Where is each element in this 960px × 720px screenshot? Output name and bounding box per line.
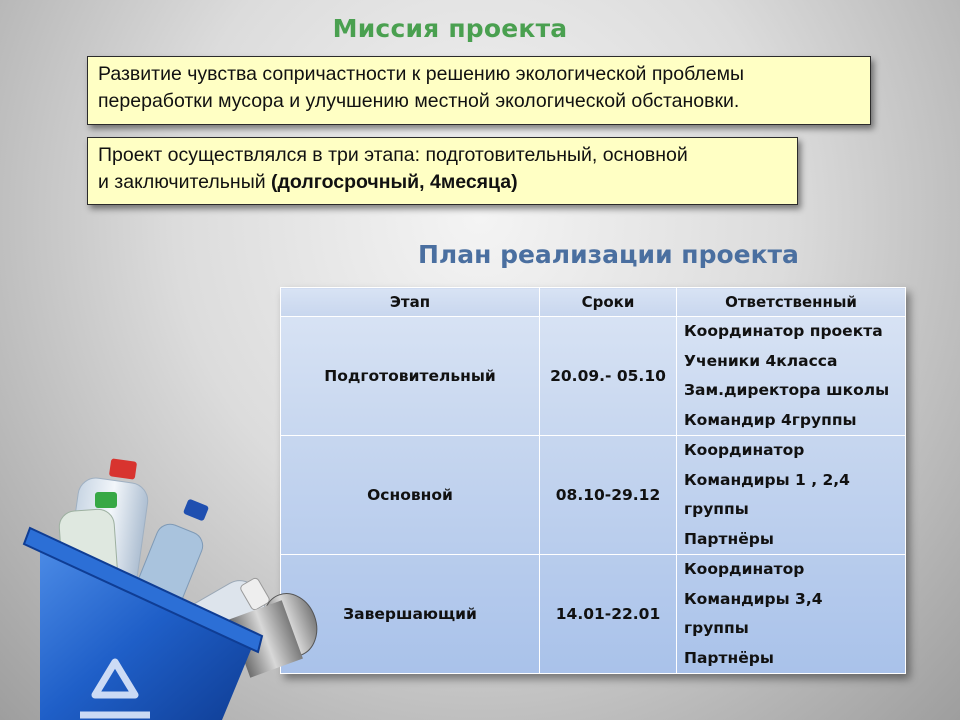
stage-cell: Завершающий bbox=[281, 555, 540, 674]
responsible-item: Партнёры bbox=[684, 529, 774, 548]
responsible-item: Командир 4группы bbox=[684, 410, 857, 429]
mission-line-1: Развитие чувства сопричастности к решению экологической проблемы bbox=[98, 63, 745, 85]
table-header-row bbox=[281, 288, 906, 317]
dates-cell: 14.01-22.01 bbox=[540, 555, 677, 674]
responsible-item: группы bbox=[684, 619, 749, 637]
stages-line-2-text: и заключительный bbox=[98, 171, 272, 193]
stages-box bbox=[87, 137, 798, 205]
header-responsible: Ответственный bbox=[677, 288, 906, 317]
stage-cell: Основной bbox=[281, 436, 540, 555]
responsible-item: Партнёры bbox=[684, 648, 774, 667]
header-stage: Этап bbox=[281, 288, 540, 317]
responsible-item: Координатор проекта bbox=[684, 322, 883, 340]
stages-duration: (долгосрочный, 4месяца) bbox=[271, 171, 518, 193]
responsible-cell bbox=[677, 555, 906, 674]
responsible-item: Зам.директора школы bbox=[684, 381, 890, 399]
responsible-item: Командиры 3,4 bbox=[684, 589, 823, 608]
dates-cell: 08.10-29.12 bbox=[540, 436, 677, 555]
mission-title: Миссия проекта bbox=[332, 14, 568, 43]
plan-table bbox=[280, 287, 906, 674]
responsible-item: Командиры 1 , 2,4 bbox=[684, 470, 850, 489]
responsible-cell bbox=[677, 317, 906, 436]
table-row bbox=[281, 436, 906, 555]
mission-box bbox=[87, 56, 871, 125]
responsible-item: Ученики 4класса bbox=[684, 351, 838, 370]
header-dates: Сроки bbox=[540, 288, 677, 317]
stages-line-1: Проект осуществлялся в три этапа: подготовительный, основной bbox=[98, 144, 688, 166]
responsible-item: Координатор bbox=[684, 441, 805, 459]
recycle-bin-icon bbox=[0, 440, 340, 720]
responsible-item: группы bbox=[684, 500, 749, 518]
stages-line-2 bbox=[98, 169, 787, 196]
responsible-item: Координатор bbox=[684, 560, 805, 578]
table-row bbox=[281, 555, 906, 674]
dates-cell: 20.09.- 05.10 bbox=[540, 317, 677, 436]
table-row bbox=[281, 317, 906, 436]
mission-line-2: переработки мусора и улучшению местной экологической обстановки. bbox=[98, 90, 740, 112]
plan-title: План реализации проекта bbox=[418, 240, 799, 269]
stage-cell: Подготовительный bbox=[281, 317, 540, 436]
responsible-cell bbox=[677, 436, 906, 555]
